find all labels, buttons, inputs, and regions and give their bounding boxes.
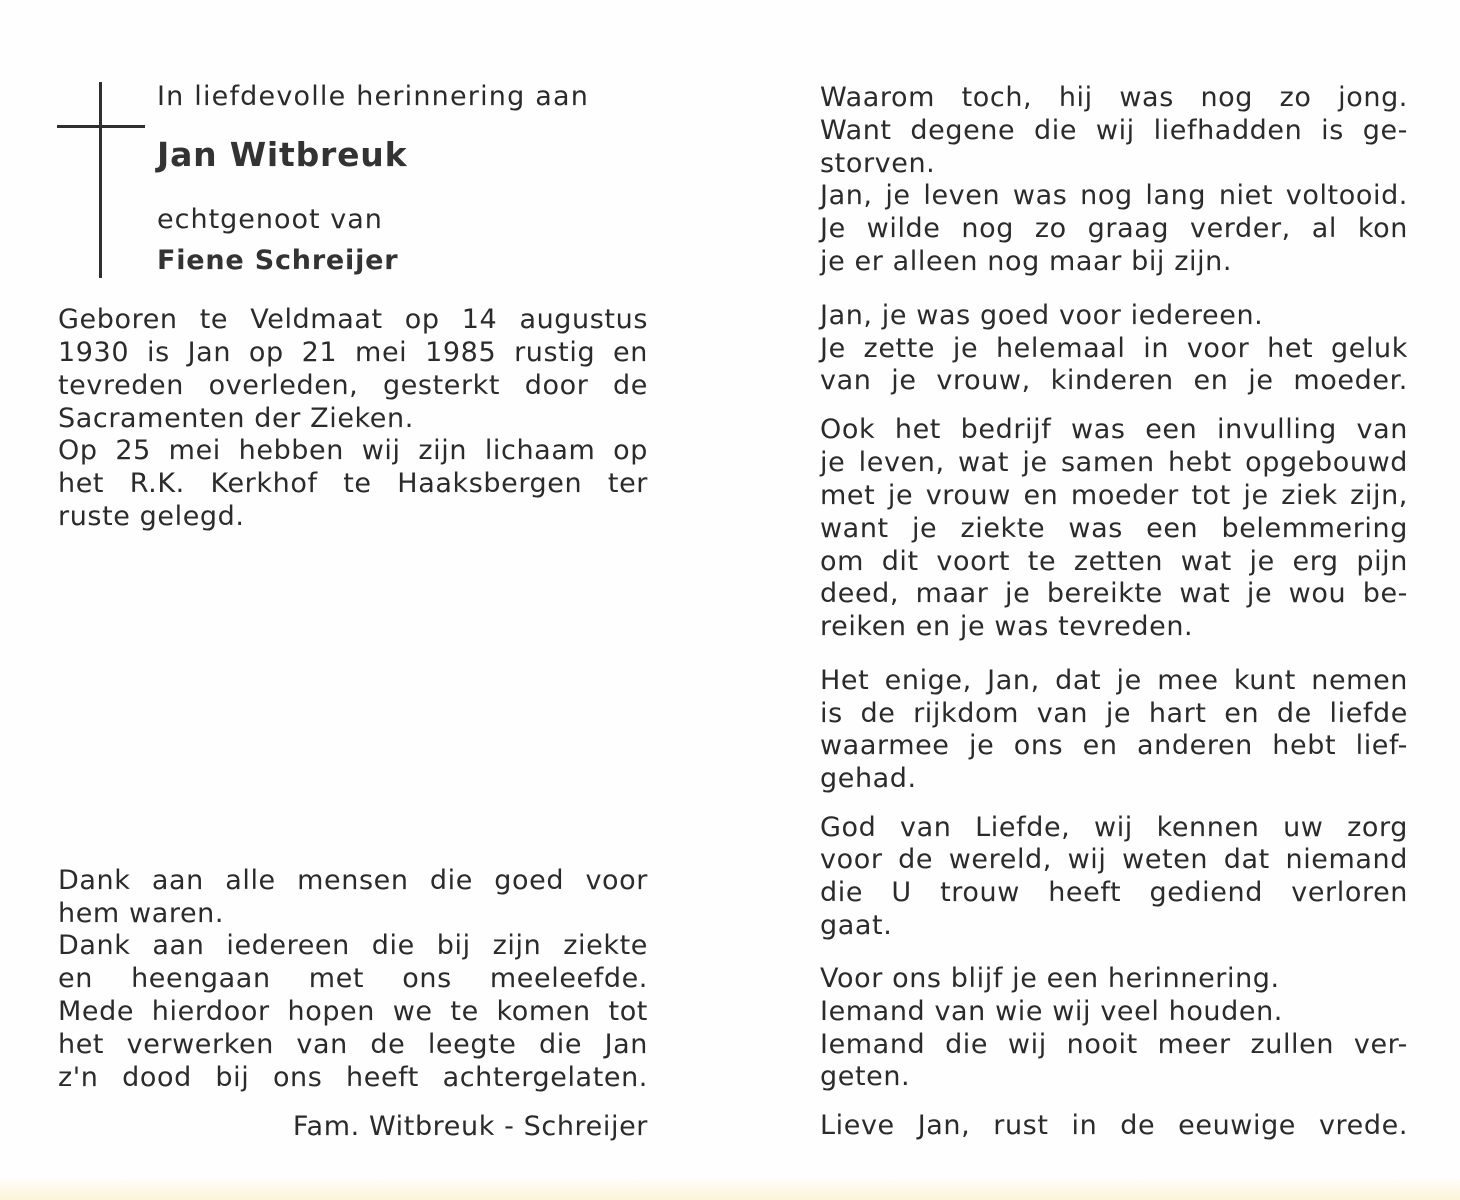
poem-line: deed, maar je bereikte wat je wou be-	[820, 578, 1408, 609]
thanks-line: Mede hierdoor hopen we te komen tot	[58, 996, 648, 1027]
bio-line: tevreden overleden, gesterkt door de	[58, 370, 648, 401]
spouse-label: echtgenoot van	[157, 204, 383, 235]
family-signature: Fam. Witbreuk - Schreijer	[292, 1111, 648, 1142]
bio-line: Op 25 mei hebben wij zijn lichaam op	[58, 435, 648, 466]
closing-line: Lieve Jan, rust in de eeuwige vrede.	[820, 1110, 1408, 1141]
thanks-line: z'n dood bij ons heeft achtergelaten.	[58, 1062, 648, 1093]
poem-line: is de rijkdom van je hart en de liefde	[820, 698, 1408, 729]
poem-line: waarmee je ons en anderen hebt lief-	[820, 730, 1408, 761]
poem-line: om dit voort te zetten wat je erg pijn	[820, 546, 1408, 577]
bio-line: het R.K. Kerkhof te Haaksbergen ter	[58, 468, 648, 499]
poem-line: Jan, je was goed voor iedereen.	[820, 300, 1264, 331]
poem-line: Je zette je helemaal in voor het geluk	[820, 333, 1408, 364]
poem-line: Je wilde nog zo graag verder, al kon	[820, 213, 1408, 244]
cross-icon-bar	[57, 125, 145, 128]
poem-line: God van Liefde, wij kennen uw zorg	[820, 812, 1408, 843]
poem-line: Iemand die wij nooit meer zullen ver-	[820, 1029, 1408, 1060]
poem-line: storven.	[820, 148, 936, 179]
thanks-line: en heengaan met ons meeleefde.	[58, 963, 648, 994]
poem-line: Jan, je leven was nog lang niet voltooid.	[820, 180, 1408, 211]
paper-edge	[0, 1180, 1460, 1200]
intro-text: In liefdevolle herinnering aan	[157, 81, 590, 112]
thanks-line: Dank aan alle mensen die goed voor	[58, 865, 648, 896]
cross-icon	[99, 82, 102, 278]
poem-line: Waarom toch, hij was nog zo jong.	[820, 82, 1408, 113]
poem-line: die U trouw heeft gediend verloren	[820, 877, 1408, 908]
deceased-name: Jan Witbreuk	[157, 135, 408, 174]
poem-line: met je vrouw en moeder tot je ziek zijn,	[820, 480, 1408, 511]
poem-line: van je vrouw, kinderen en je moeder.	[820, 365, 1408, 396]
bio-line: Sacramenten der Zieken.	[58, 403, 414, 434]
poem-line: gaat.	[820, 910, 893, 941]
poem-line: je leven, wat je samen hebt opgebouwd	[820, 447, 1408, 478]
poem-line: want je ziekte was een belemmering	[820, 513, 1408, 544]
poem-line: Het enige, Jan, dat je mee kunt nemen	[820, 665, 1408, 696]
spouse-name: Fiene Schreijer	[157, 245, 399, 276]
poem-line: Iemand van wie wij veel houden.	[820, 996, 1283, 1027]
bio-line: ruste gelegd.	[58, 501, 245, 532]
poem-line: reiken en je was tevreden.	[820, 611, 1194, 642]
poem-line: geten.	[820, 1061, 911, 1092]
poem-line: Want degene die wij liefhadden is ge-	[820, 115, 1408, 146]
thanks-line: hem waren.	[58, 898, 225, 929]
poem-line: je er alleen nog maar bij zijn.	[820, 246, 1233, 277]
poem-line: Voor ons blijf je een herinnering.	[820, 963, 1280, 994]
bio-line: Geboren te Veldmaat op 14 augustus	[58, 304, 648, 335]
thanks-line: Dank aan iedereen die bij zijn ziekte	[58, 930, 648, 961]
poem-line: Ook het bedrijf was een invulling van	[820, 414, 1408, 445]
bio-line: 1930 is Jan op 21 mei 1985 rustig en	[58, 337, 648, 368]
poem-line: voor de wereld, wij weten dat niemand	[820, 844, 1408, 875]
thanks-line: het verwerken van de leegte die Jan	[58, 1029, 648, 1060]
poem-line: gehad.	[820, 763, 917, 794]
